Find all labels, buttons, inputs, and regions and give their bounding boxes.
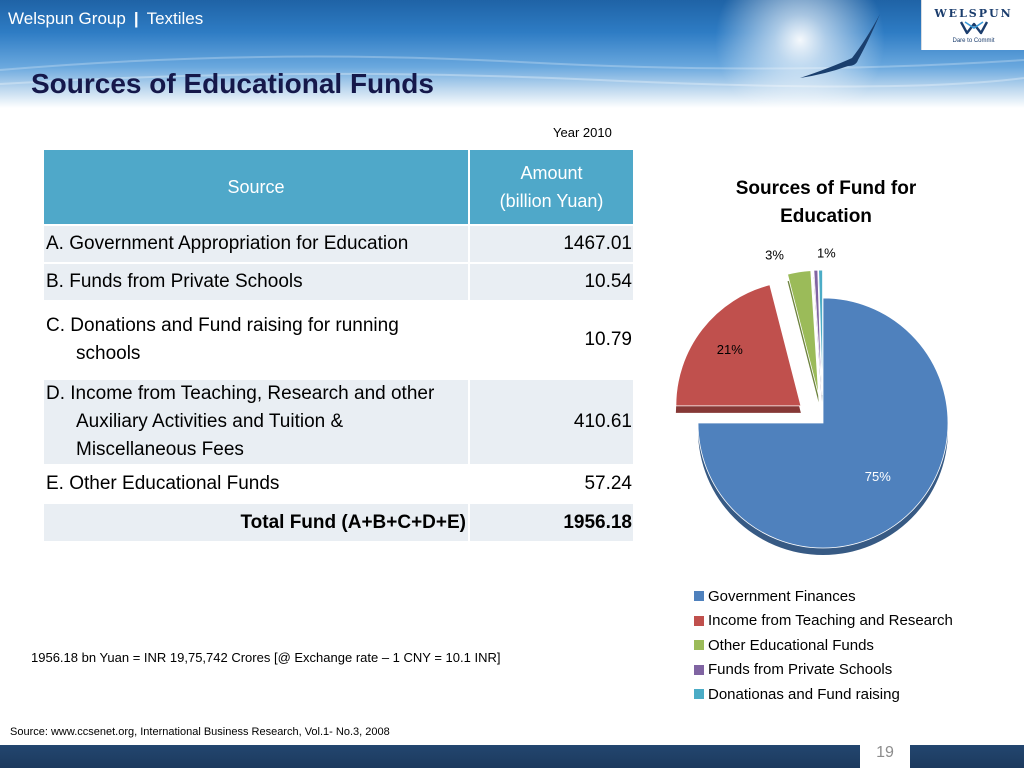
legend-item [694,682,953,707]
header-separator: | [133,9,139,28]
row-source-text: D. Income from Teaching, Research and other Auxiliary Activities and Tuition & Miscellaneous Fees [46,383,435,460]
page-title: Sources of Educational Funds [31,68,434,99]
logo-name: WELSPUN [934,7,1013,20]
legend-item [694,584,953,609]
pie-data-label: 21% [716,342,743,358]
legend-swatch [694,689,704,699]
row-amount: 10.79 [469,301,633,379]
total-amount: 1956.18 [469,503,633,541]
pie-data-label: 75% [864,469,891,485]
pie-data-label: 1% [816,245,836,261]
legend-item [694,633,953,658]
header-amount-line1: Amount [520,163,583,183]
row-source: E. Other Educational Funds [44,465,469,503]
legend-label: Government Finances [708,587,856,605]
funds-table [44,150,633,541]
header-amount [469,150,633,225]
legend-item [694,658,953,683]
legend-label: Other Educational Funds [708,636,874,654]
source-note: Source: www.ccsenet.org, International Business Research, Vol.1- No.3, 2008 [10,726,390,738]
row-source-text: C. Donations and Fund raising for running schools [46,315,399,364]
conversion-note: 1956.18 bn Yuan = INR 19,75,742 Crores [@ Exchange rate – 1 CNY = 10.1 INR] [31,650,501,665]
logo-mark-icon [960,21,988,35]
year-label: Year 2010 [553,125,612,140]
row-source: B. Funds from Private Schools [44,263,469,301]
legend-swatch [694,616,704,626]
legend-swatch [694,665,704,675]
header-source: Source [44,150,469,225]
row-amount: 1467.01 [469,225,633,263]
company-name: Welspun Group [8,9,126,28]
logo-tagline: Dare to Commit [952,38,995,44]
legend-swatch [694,591,704,601]
division-name: Textiles [146,9,204,28]
legend-swatch [694,640,704,650]
legend-label: Income from Teaching and Research [708,612,953,630]
table-header-row [44,150,633,225]
pie-chart [680,245,970,560]
row-amount: 10.54 [469,263,633,301]
header-breadcrumb [8,9,203,29]
header-amount-line2: (billion Yuan) [499,191,604,211]
row-source [44,301,469,379]
chart-title: Sources of Fund for Education [735,178,917,227]
total-label: Total Fund (A+B+C+D+E) [44,503,469,541]
welspun-logo [921,0,1024,50]
table-row [44,225,633,263]
row-amount: 57.24 [469,465,633,503]
table-row [44,379,633,465]
legend-item [694,609,953,634]
legend-label: Funds from Private Schools [708,661,893,679]
table-row [44,301,633,379]
legend-label: Donationas and Fund raising [708,685,900,703]
chart-legend [694,584,953,707]
table-row [44,263,633,301]
row-source: A. Government Appropriation for Education [44,225,469,263]
row-amount: 410.61 [469,379,633,465]
row-source [44,379,469,465]
page-number: 19 [876,744,894,761]
pie-data-label: 3% [765,247,784,263]
table-row [44,465,633,503]
table-total-row [44,503,633,541]
